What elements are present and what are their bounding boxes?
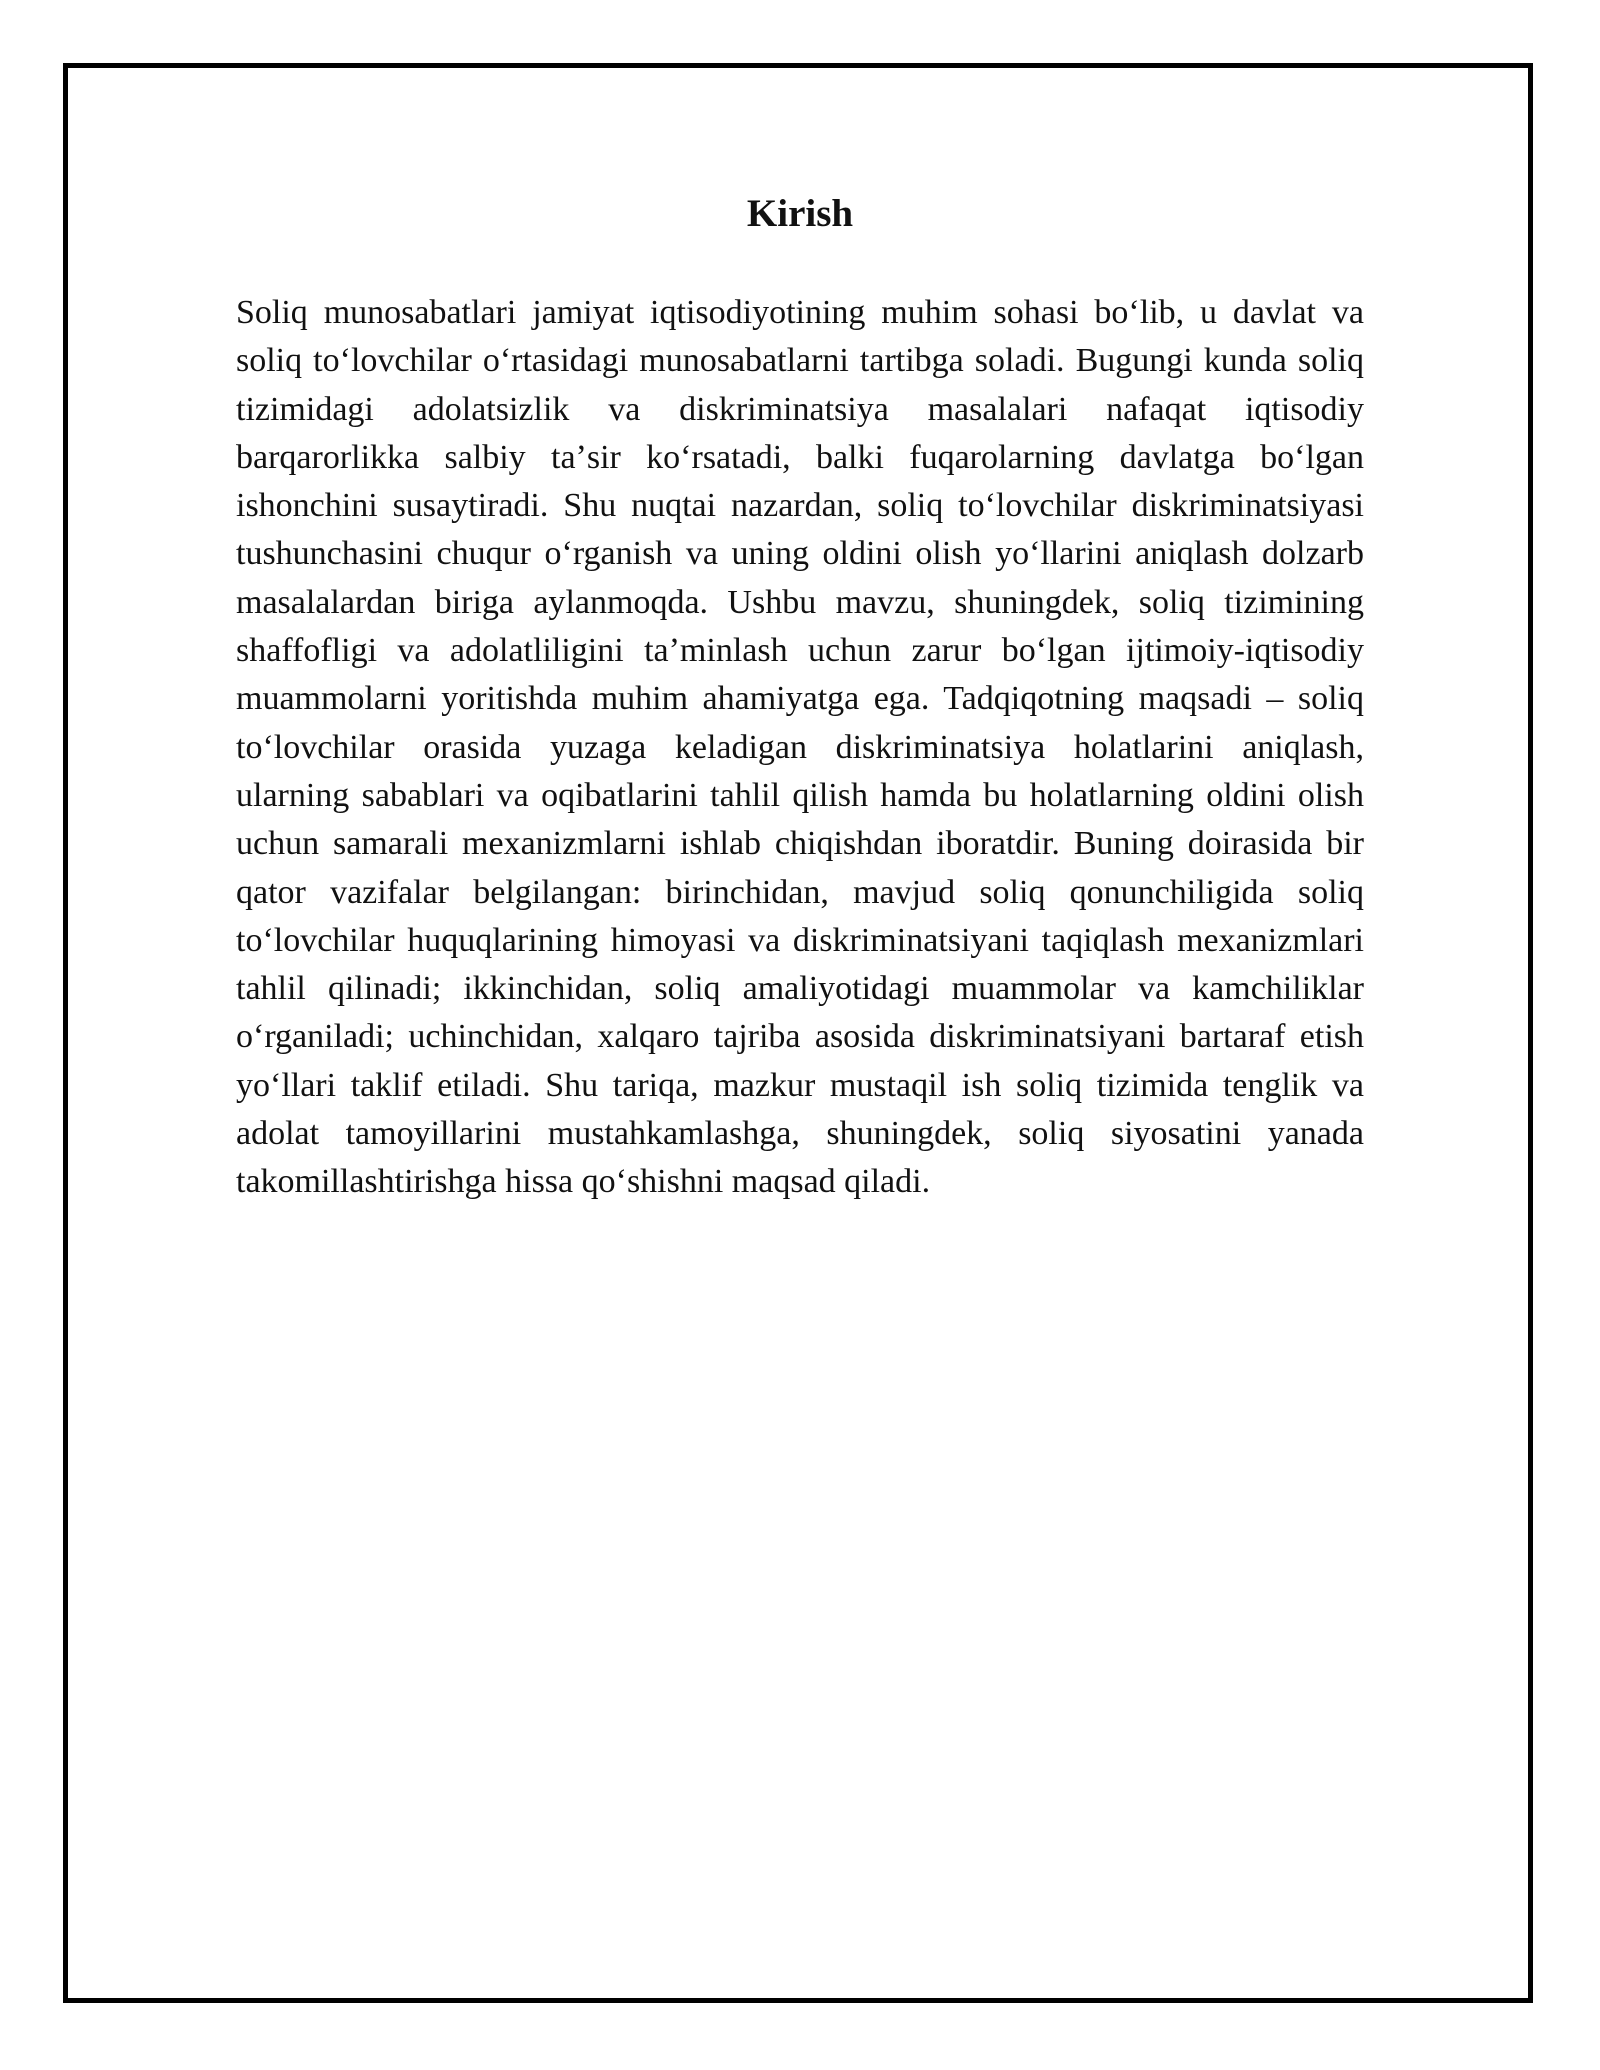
page-title: Kirish — [746, 192, 854, 235]
body-paragraph: Soliq munosabatlari jamiyat iqtisodiyotining muhim sohasi boʻlib, u davlat va soliq toʻlovchilar oʻrtasidagi munosabatlarni tartibga soladi. Bugungi kunda soliq tizimidagi adolatsizlik va diskriminatsiya masalalari nafaqat iqtisodiy barqarorlikka salbiy taʼsir koʻrsatadi, balki fuqarolarning davlatga boʻlgan ishonchini susaytiradi. Shu nuqtai nazardan, soliq toʻlovchilar diskriminatsiyasi tushunchasini chuqur oʻrganish va uning oldini olish yoʻllarini aniqlash dolzarb masalalardan biriga aylanmoqda. Ushbu mavzu, shuningdek, soliq tizimining shaffofligi va adolatliligini taʼminlash uchun zarur boʻlgan ijtimoiy-iqtisodiy muammolarni yoritishda muhim ahamiyatga ega. Tadqiqotning maqsadi – soliq toʻlovchilar orasida yuzaga keladigan diskriminatsiya holatlarini aniqlash, ularning sabablari va oqibatlarini tahlil qilish hamda bu holatlarning oldini olish uchun samarali mexanizmlarni ishlab chiqishdan iboratdir. Buning doirasida bir qator vazifalar belgilangan: birinchidan, mavjud soliq qonunchiligida soliq toʻlovchilar huquqlarining himoyasi va diskriminatsiyani taqiqlash mexanizmlari tahlil qilinadi; ikkinchidan, soliq amaliyotidagi muammolar va kamchiliklar oʻrganiladi; uchinchidan, xalqaro tajriba asosida diskriminatsiyani bartaraf etish yoʻllari taklif etiladi. Shu tariqa, mazkur mustaqil ish soliq tizimida tenglik va adolat tamoyillarini mustahkamlashga, shuningdek, soliq siyosatini yanada takomillashtirishga hissa qoʻshishni maqsad qiladi. — [236, 294, 1364, 1201]
